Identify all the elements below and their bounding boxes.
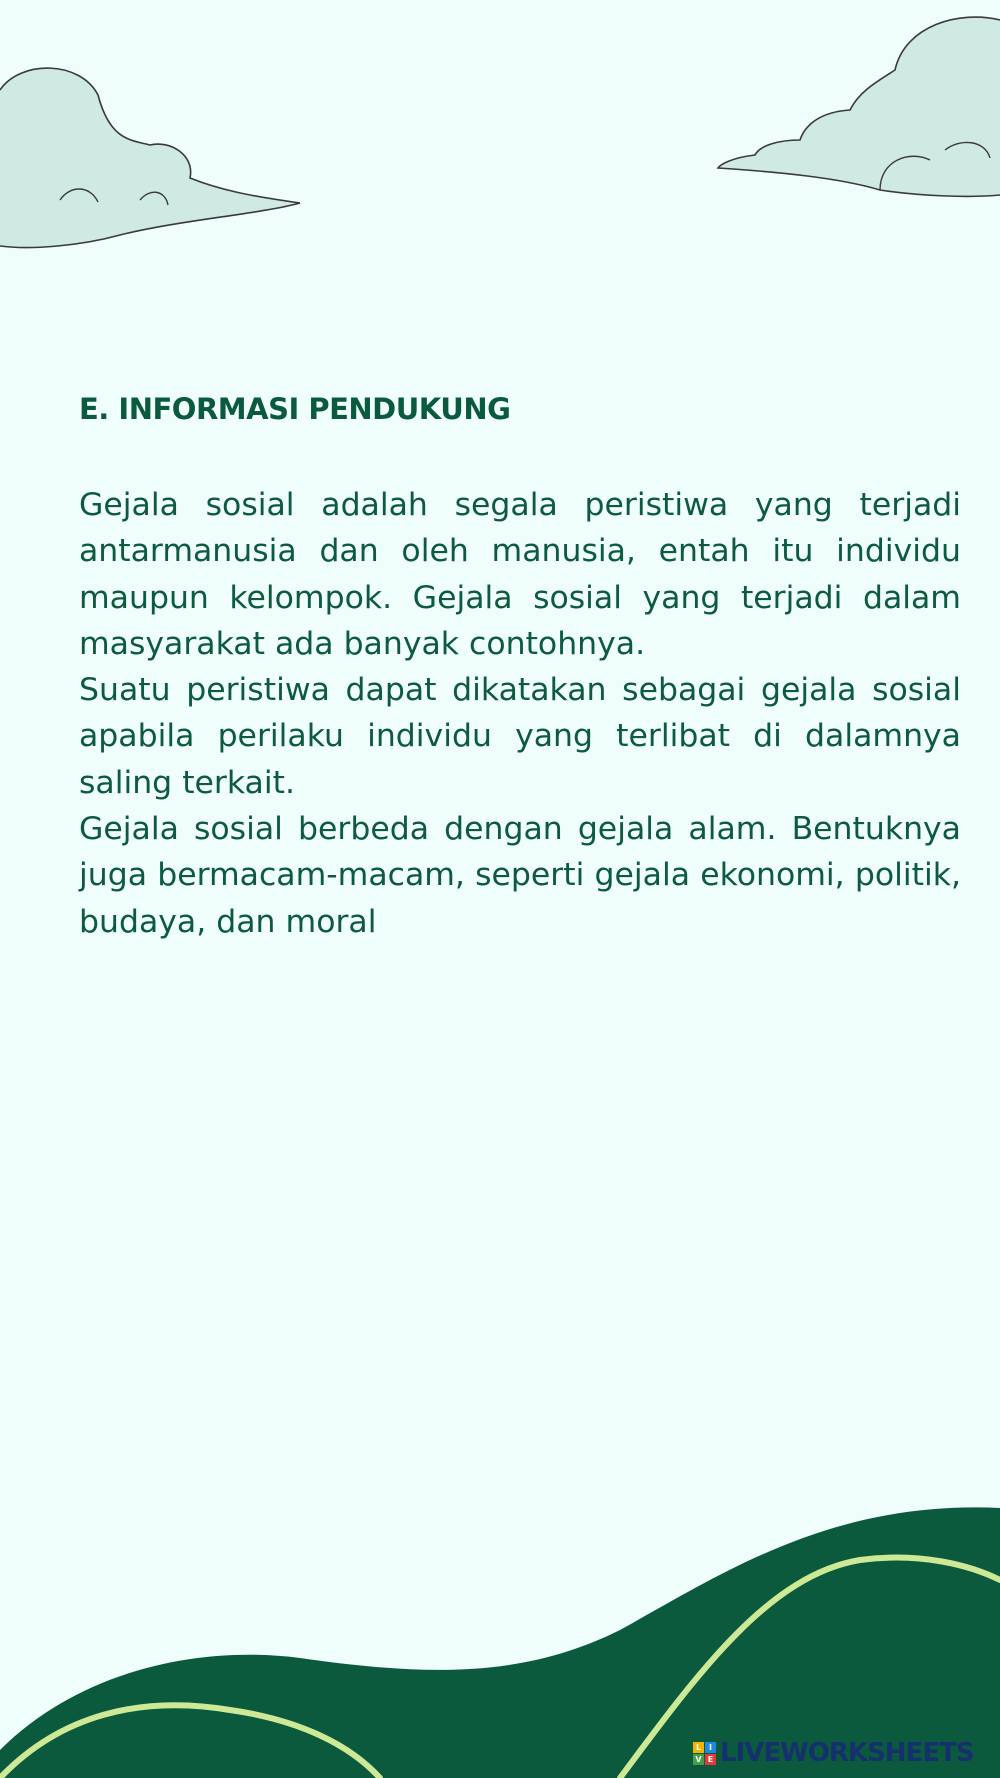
liveworksheets-logo-icon: [693, 1742, 716, 1765]
section-title: E. INFORMASI PENDUKUNG: [79, 392, 511, 426]
paragraph: Gejala sosial berbeda dengan gejala alam. Bentuknya juga bermacam-macam, seperti gejala ekonomi, politik, budaya, dan moral: [79, 811, 961, 940]
clouds-decoration: [0, 0, 1000, 260]
logo-letter: L: [693, 1742, 704, 1753]
cloud-right-icon: [718, 17, 1000, 196]
cloud-left-icon: [0, 68, 300, 247]
logo-letter: V: [693, 1754, 704, 1765]
liveworksheets-watermark: [693, 1738, 974, 1768]
logo-letter: I: [705, 1742, 716, 1753]
body-text: [79, 482, 961, 945]
brand-name: LIVEWORKSHEETS: [720, 1738, 974, 1768]
logo-letter: E: [705, 1754, 716, 1765]
paragraph: Suatu peristiwa dapat dikatakan sebagai gejala sosial apabila perilaku individu yang terlibat di dalamnya saling terkait.: [79, 672, 961, 801]
paragraph: Gejala sosial adalah segala peristiwa yang terjadi antarmanusia dan oleh manusia, entah itu individu maupun kelompok. Gejala sosial yang terjadi dalam masyarakat ada banyak contohnya.: [79, 487, 961, 662]
wave-decoration: [0, 1480, 1000, 1778]
